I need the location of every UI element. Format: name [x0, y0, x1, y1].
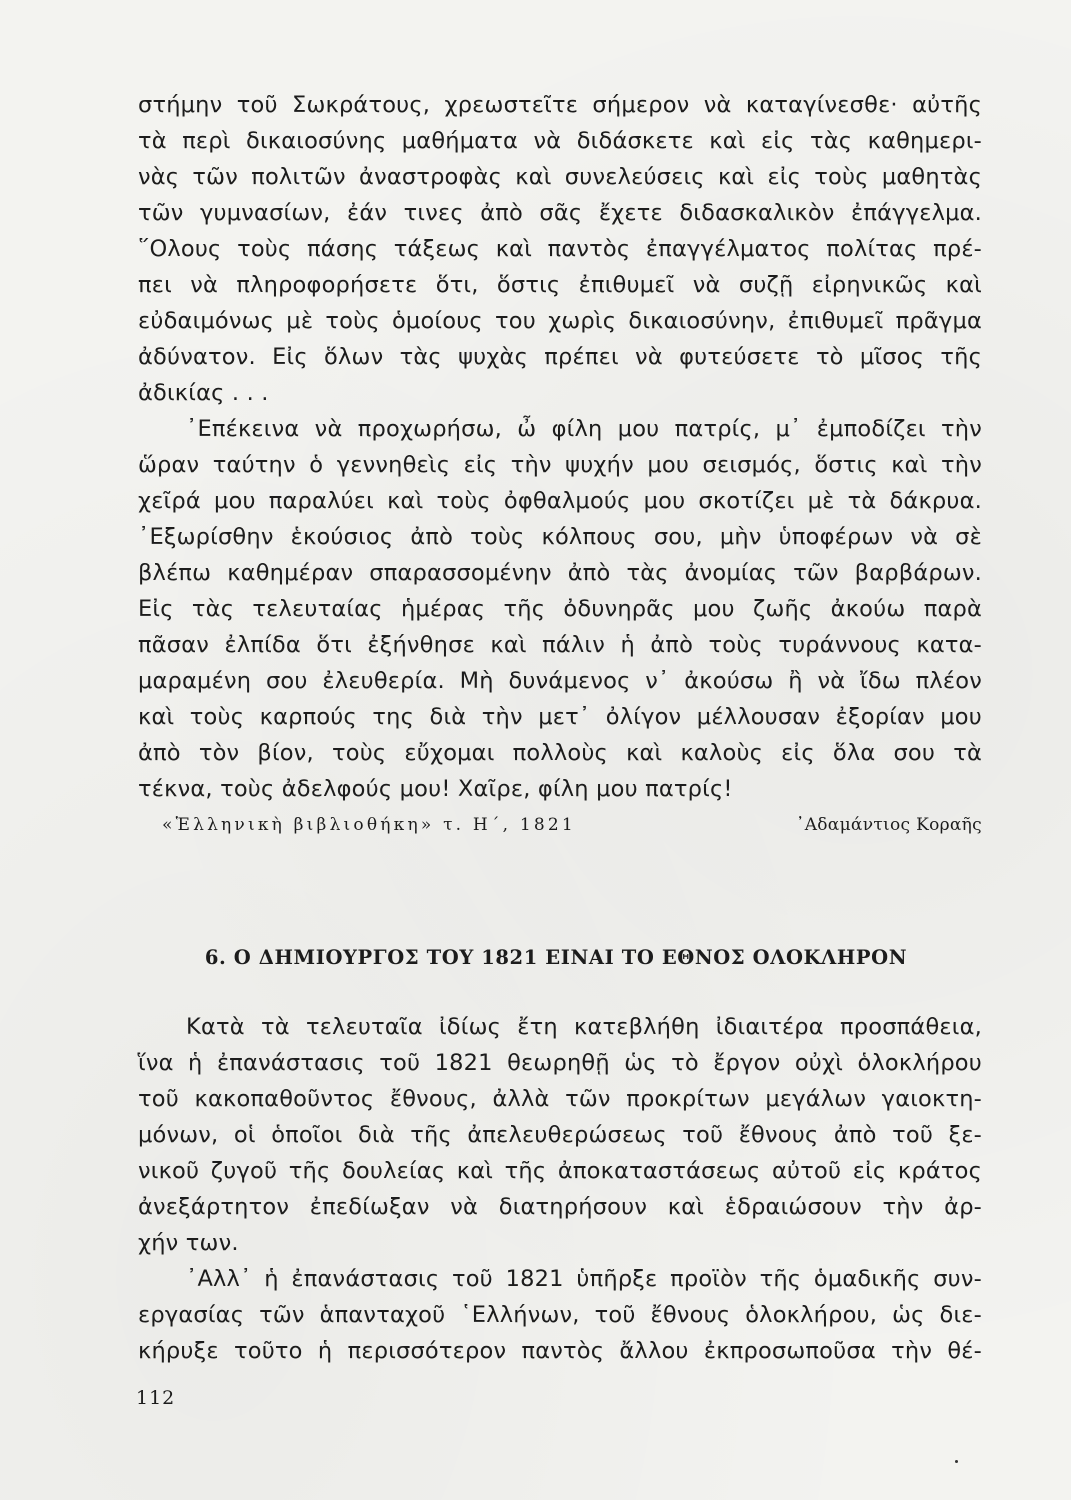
text-line: ἀδύνατον. Εἰς ὅλων τὰς ψυχὰς πρέπει νὰ φυτεύσετε τὸ μῖσος τῆς: [138, 344, 982, 370]
page-number: 112: [136, 1387, 176, 1409]
text-line: χεῖρά μου παραλύει καὶ τοὺς ὀφθαλμούς μου σκοτίζει μὲ τὰ δάκρυα.: [138, 488, 982, 514]
text-line: καὶ τοὺς καρπούς της διὰ τὴν μετ᾿ ὀλίγον μέλλουσαν ἐξορίαν μου: [138, 704, 982, 730]
source-work: «Ἑλληνικὴ βιβλιοθήκη» τ. Η΄, 1821: [162, 815, 576, 835]
text-line: εργασίας τῶν ἁπανταχοῦ ῾Ελλήνων, τοῦ ἔθνους ὁλοκλήρου, ὡς διε-: [138, 1302, 982, 1328]
text-line: ὥραν ταύτην ὁ γεννηθεὶς εἰς τὴν ψυχήν μου σεισμός, ὅστις καὶ τὴν: [138, 452, 982, 478]
text-line: ἀνεξάρτητον ἐπεδίωξαν νὰ διατηρήσουν καὶ ἑδραιώσουν τὴν ἀρ-: [138, 1194, 982, 1220]
text-line: μαραμένη σου ἐλευθερία. Μὴ δυνάμενος ν᾿ ἀκούσω ἢ νὰ ἴδω πλέον: [138, 668, 982, 694]
text-line: πᾶσαν ἐλπίδα ὅτι ἐξήνθησε καὶ πάλιν ἡ ἀπὸ τοὺς τυράννους κατα-: [138, 632, 982, 658]
text-line: ᾿Εξωρίσθην ἑκούσιος ἀπὸ τοὺς κόλπους σου, μὴν ὑποφέρων νὰ σὲ: [138, 524, 982, 550]
text-line: ἵνα ἡ ἐπανάστασις τοῦ 1821 θεωρηθῇ ὡς τὸ ἔργον οὐχὶ ὁλοκλήρου: [138, 1050, 982, 1076]
section-heading: 6. Ο ΔΗΜΙΟΥΡΓΟΣ ΤΟΥ 1821 ΕΙΝΑΙ ΤΟ ΕΘΝΟΣ ΟΛΟΚΛΗΡΟΝ: [204, 946, 908, 969]
text-line: χήν των.: [138, 1230, 239, 1256]
text-line: τῶν γυμνασίων, ἐάν τινες ἀπὸ σᾶς ἔχετε διδασκαλικὸν ἐπάγγελμα.: [138, 200, 982, 226]
text-line: τὰ περὶ δικαιοσύνης μαθήματα νὰ διδάσκετε καὶ εἰς τὰς καθημερι-: [138, 128, 982, 154]
text-line: ἀπὸ τὸν βίον, τοὺς εὔχομαι πολλοὺς καὶ καλοὺς εἰς ὅλα σου τὰ: [138, 740, 982, 766]
text-line: εὐδαιμόνως μὲ τοὺς ὁμοίους του χωρὶς δικαιοσύνην, ἐπιθυμεῖ πρᾶγμα: [138, 308, 982, 334]
text-line: στήμην τοῦ Σωκράτους, χρεωστεῖτε σήμερον νὰ καταγίνεσθε· αὐτῆς: [138, 92, 982, 118]
text-line: τέκνα, τοὺς ἀδελφούς μου! Χαῖρε, φίλη μου πατρίς!: [138, 776, 733, 802]
text-line: μόνων, οἱ ὁποῖοι διὰ τῆς ἀπελευθερώσεως τοῦ ἔθνους ἀπὸ τοῦ ξε-: [138, 1122, 982, 1148]
text-line: νὰς τῶν πολιτῶν ἀναστροφὰς καὶ συνελεύσεις καὶ εἰς τοὺς μαθητὰς: [138, 164, 982, 190]
text-line: Εἰς τὰς τελευταίας ἡμέρας τῆς ὀδυνηρᾶς μου ζωῆς ἀκούω παρὰ: [138, 596, 982, 622]
text-line: ᾿Αλλ᾿ ἡ ἐπανάστασις τοῦ 1821 ὑπῆρξε προϊὸν τῆς ὁμαδικῆς συν-: [186, 1266, 982, 1292]
text-line: ἀδικίας . . .: [138, 380, 269, 406]
print-speck: [955, 1460, 958, 1463]
text-line: ᾿Επέκεινα νὰ προχωρήσω, ὦ φίλη μου πατρίς, μ᾿ ἐμποδίζει τὴν: [186, 416, 982, 442]
text-line: κήρυξε τοῦτο ἡ περισσότερον παντὸς ἄλλου ἐκπροσωποῦσα τὴν θέ-: [138, 1338, 982, 1364]
text-line: ῞Ολους τοὺς πάσης τάξεως καὶ παντὸς ἐπαγγέλματος πολίτας πρέ-: [138, 236, 982, 262]
text-line: τοῦ κακοπαθοῦντος ἔθνους, ἀλλὰ τῶν προκρίτων μεγάλων γαιοκτη-: [138, 1086, 982, 1112]
text-line: βλέπω καθημέραν σπαρασσομένην ἀπὸ τὰς ἀνομίας τῶν βαρβάρων.: [138, 560, 982, 586]
text-line: πει νὰ πληροφορήσετε ὅτι, ὅστις ἐπιθυμεῖ νὰ συζῇ εἰρηνικῶς καὶ: [138, 272, 982, 298]
source-author: ᾿Αδαμάντιος Κοραῆς: [795, 815, 982, 835]
source-attribution: [162, 810, 982, 840]
text-line: Κατὰ τὰ τελευταῖα ἰδίως ἔτη κατεβλήθη ἰδιαιτέρα προσπάθεια,: [186, 1014, 982, 1040]
text-line: νικοῦ ζυγοῦ τῆς δουλείας καὶ τῆς ἀποκαταστάσεως αὐτοῦ εἰς κράτος: [138, 1158, 982, 1184]
